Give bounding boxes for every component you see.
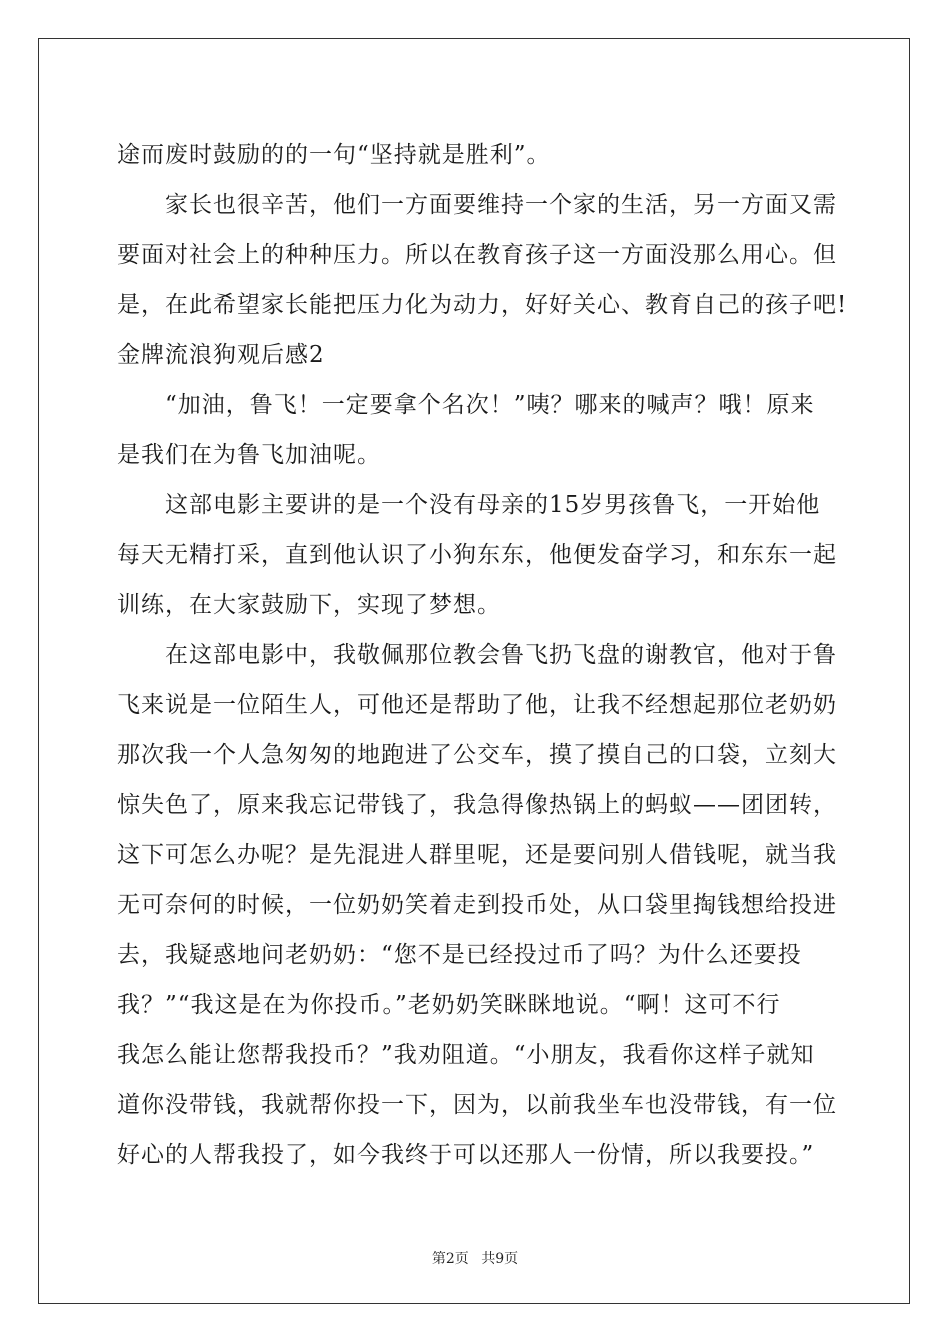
page-footer (0, 1248, 950, 1268)
text-line: 家长也很辛苦，他们一方面要维持一个家的生活，另一方面又需 (165, 192, 837, 218)
section-heading: 金牌流浪狗观后感2 (117, 342, 325, 368)
text-line: 好心的人帮我投了，如今我终于可以还那人一份情，所以我要投。” (117, 1142, 815, 1168)
text-line: 这下可怎么办呢？是先混进人群里呢，还是要问别人借钱呢，就当我 (117, 842, 837, 868)
text-line: 我？”“我这是在为你投币。”老奶奶笑眯眯地说。“啊！这可不行 (117, 992, 781, 1018)
text-line: 飞来说是一位陌生人，可他还是帮助了他，让我不经想起那位老奶奶 (117, 692, 837, 718)
text-line: 道你没带钱，我就帮你投一下，因为，以前我坐车也没带钱，有一位 (117, 1092, 837, 1118)
text-line: 是我们在为鲁飞加油呢。 (117, 442, 381, 468)
text-line: 训练，在大家鼓励下，实现了梦想。 (117, 592, 501, 618)
text-line: 去，我疑惑地问老奶奶：“您不是已经投过币了吗？为什么还要投 (117, 942, 802, 968)
text-line: 要面对社会上的种种压力。所以在教育孩子这一方面没那么用心。但 (117, 242, 837, 268)
document-body (117, 130, 848, 1180)
text-line: 我怎么能让您帮我投币？”我劝阻道。“小朋友，我看你这样子就知 (117, 1042, 815, 1068)
text-line: 每天无精打采，直到他认识了小狗东东，他便发奋学习，和东东一起 (117, 542, 837, 568)
text-line: 这部电影主要讲的是一个没有母亲的15岁男孩鲁飞，一开始他 (165, 492, 821, 518)
text-line: 惊失色了，原来我忘记带钱了，我急得像热锅上的蚂蚁——团团转， (117, 792, 837, 818)
text-line: 无可奈何的时候，一位奶奶笑着走到投币处，从口袋里掏钱想给投进 (117, 892, 837, 918)
text-line: 途而废时鼓励的的一句“坚持就是胜利”。 (117, 142, 551, 168)
text-line: 是，在此希望家长能把压力化为动力，好好关心、教育自己的孩子吧! (117, 292, 848, 318)
text-line: 在这部电影中，我敬佩那位教会鲁飞扔飞盘的谢教官，他对于鲁 (165, 642, 837, 668)
text-line: “加油，鲁飞！一定要拿个名次！”咦？哪来的喊声？哦！原来 (165, 392, 815, 418)
page-number: 第2页 (431, 1251, 469, 1267)
page-total: 共9页 (481, 1251, 519, 1267)
text-line: 那次我一个人急匆匆的地跑进了公交车，摸了摸自己的口袋，立刻大 (117, 742, 837, 768)
